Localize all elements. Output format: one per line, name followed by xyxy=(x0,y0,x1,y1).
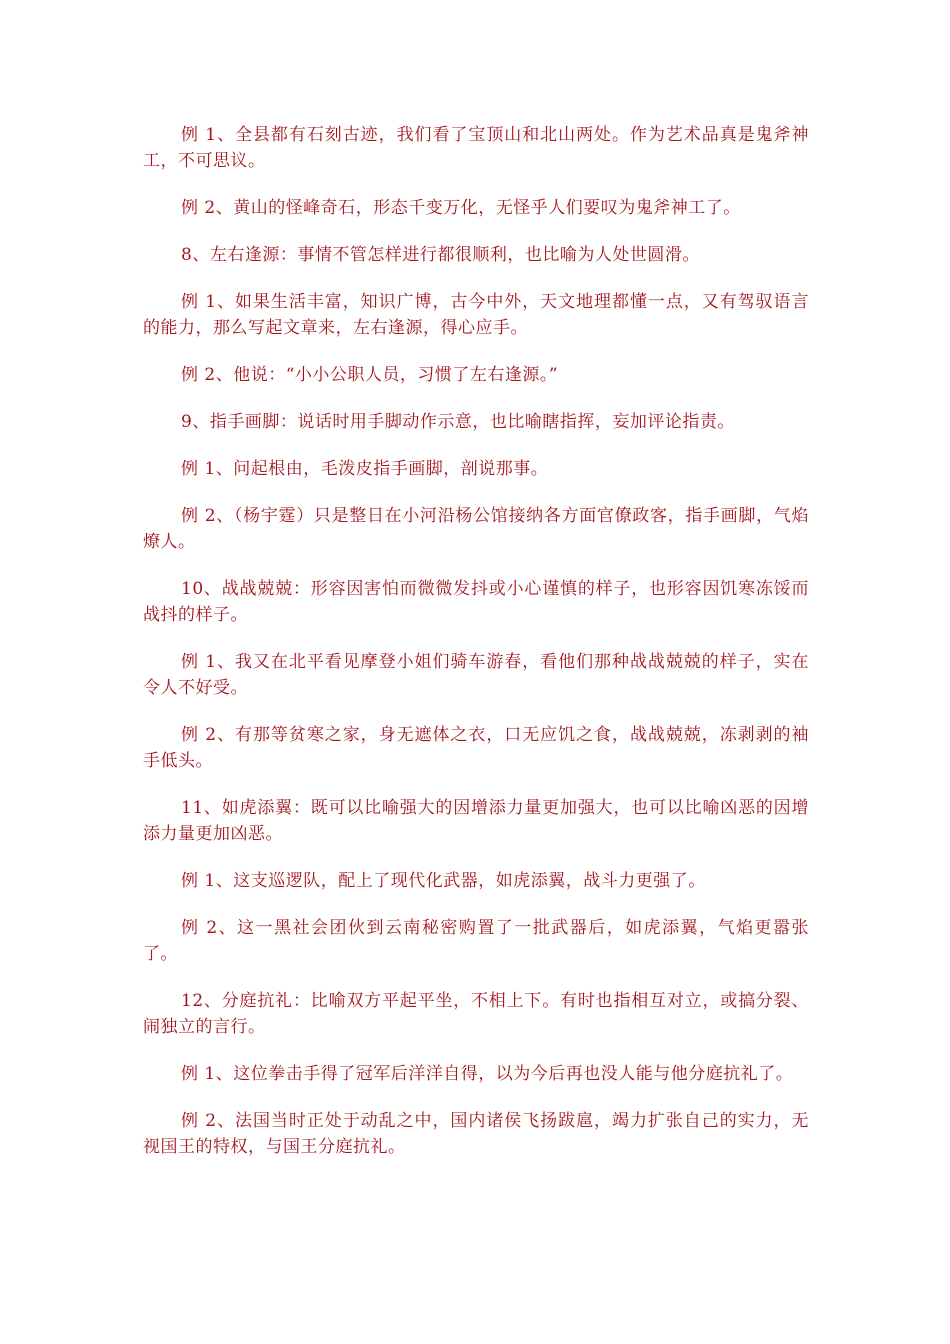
paragraph-idiom-10: 10、战战兢兢：形容因害怕而微微发抖或小心谨慎的样子，也形容因饥寒冻馁而战抖的样子。 xyxy=(143,579,809,625)
paragraph-example-1: 例 1、我又在北平看见摩登小姐们骑车游春，看他们那种战战兢兢的样子，实在令人不好受。 xyxy=(143,652,809,698)
paragraph-example-1: 例 1、全县都有石刻古迹，我们看了宝顶山和北山两处。作为艺术品真是鬼斧神工，不可思议。 xyxy=(143,125,809,171)
paragraph-example-2: 例 2、黄山的怪峰奇石，形态千变万化，无怪乎人们要叹为鬼斧神工了。 xyxy=(181,198,741,218)
paragraph-example-1: 例 1、如果生活丰富，知识广博，古今中外，天文地理都懂一点，又有驾驭语言的能力，那么写起文章来，左右逢源，得心应手。 xyxy=(143,292,809,338)
paragraph-example-2: 例 2、有那等贫寒之家，身无遮体之衣，口无应饥之食，战战兢兢，冻剥剥的袖手低头。 xyxy=(143,725,809,771)
paragraph-idiom-8: 8、左右逢源：事情不管怎样进行都很顺利，也比喻为人处世圆滑。 xyxy=(181,245,700,265)
paragraph-example-2: 例 2、他说：“小小公职人员，习惯了左右逢源。” xyxy=(181,365,559,385)
paragraph-example-1: 例 1、这支巡逻队，配上了现代化武器，如虎添翼，战斗力更强了。 xyxy=(181,871,706,891)
paragraph-idiom-11: 11、如虎添翼：既可以比喻强大的因增添力量更加强大，也可以比喻凶恶的因增添力量更加凶恶。 xyxy=(143,798,809,844)
paragraph-example-2: 例 2、（杨宇霆）只是整日在小河沿杨公馆接纳各方面官僚政客，指手画脚，气焰燎人。 xyxy=(143,506,809,552)
document-body xyxy=(143,122,809,1181)
paragraph-idiom-9: 9、指手画脚：说话时用手脚动作示意，也比喻瞎指挥，妄加评论指责。 xyxy=(181,412,735,432)
paragraph-example-1: 例 1、这位拳击手得了冠军后洋洋自得，以为今后再也没人能与他分庭抗礼了。 xyxy=(181,1064,794,1084)
paragraph-example-1: 例 1、问起根由，毛泼皮指手画脚，剖说那事。 xyxy=(181,459,549,479)
paragraph-idiom-12: 12、分庭抗礼：比喻双方平起平坐，不相上下。有时也指相互对立，或搞分裂、闹独立的言行。 xyxy=(143,991,809,1037)
paragraph-example-2: 例 2、法国当时正处于动乱之中，国内诸侯飞扬跋扈，竭力扩张自己的实力，无视国王的特权，与国王分庭抗礼。 xyxy=(143,1111,809,1157)
paragraph-example-2: 例 2、这一黑社会团伙到云南秘密购置了一批武器后，如虎添翼，气焰更嚣张了。 xyxy=(143,918,809,964)
